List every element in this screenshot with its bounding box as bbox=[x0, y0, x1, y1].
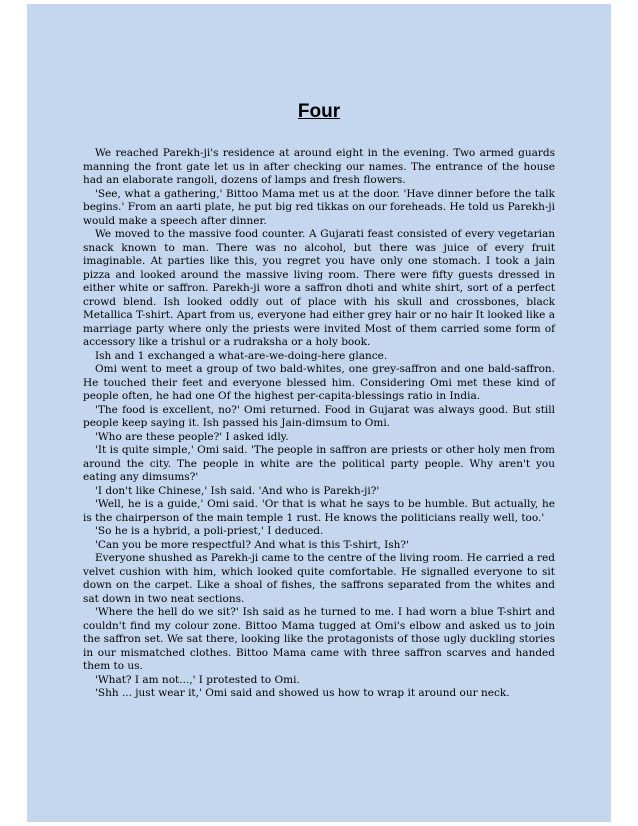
paragraph: 'What? I am not...,' I protested to Omi. bbox=[95, 673, 300, 686]
paragraph: Everyone shushed as Parekh-ji came to the centre of the living room. He carried a red velvet cushion with him, which looked quite comfortable. He signalled everyone to sit down on the carpet. Like a shoal of fishes, the saffrons separated from the whites and sat down in two neat sections. bbox=[83, 552, 555, 605]
paragraph: 'I don't like Chinese,' Ish said. 'And who is Parekh-ji?' bbox=[95, 484, 380, 497]
paragraph: We moved to the massive food counter. A Gujarati feast consisted of every vegetarian snack known to man. There was no alcohol, but there was juice of every fruit imaginable. At parties like this, you regret you have only one stomach. I took a jain pizza and looked around the massive living room. There were fifty guests dressed in either white or saffron. Parekh-ji wore a saffron dhoti and white shirt, sort of a perfect crowd blend. Ish looked oddly out of place with his skull and crossbones, black Metallica T-shirt. Apart from us, everyone had either grey hair or no hair It looked like a marriage party where only the priests were invited Most of them carried some form of accessory like a trishul or a rudraksha or a holy book. bbox=[83, 228, 555, 348]
paragraph: 'Shh ... just wear it,' Omi said and showed us how to wrap it around our neck. bbox=[95, 687, 510, 699]
paragraph: 'Well, he is a guide,' Omi said. 'Or that is what he says to be humble. But actually, he is the chairperson of the main temple 1 rust. He knows the politicians really well, too.' bbox=[83, 498, 555, 524]
chapter-body bbox=[83, 147, 555, 701]
paragraph: 'Where the hell do we sit?' Ish said as he turned to me. I had worn a blue T-shirt and couldn't find my colour zone. Bittoo Mama tugged at Omi's elbow and asked us to join the saffron set. We sat there, looking like the protagonists of those ugly duckling stories in our mismatched clothes. Bittoo Mama came with three saffron scarves and handed them to us. bbox=[83, 606, 555, 672]
paragraph: 'See, what a gathering,' Bittoo Mama met us at the door. 'Have dinner before the talk begins.' From an aarti plate, he put big red tikkas on our foreheads. He told us Parekh-ji would make a speech after dinner. bbox=[83, 187, 555, 227]
paragraph: Ish and 1 exchanged a what-are-we-doing-here glance. bbox=[95, 349, 388, 362]
paragraph: 'So he is a hybrid, a poli-priest,' I deduced. bbox=[95, 525, 324, 537]
paragraph: 'The food is excellent, no?' Omi returned. Food in Gujarat was always good. But still people keep saying it. Ish passed his Jain-dimsum to Omi. bbox=[83, 403, 555, 429]
paragraph: Omi went to meet a group of two bald-whites, one grey-saffron and one bald-saffron. He touched their feet and everyone blessed him. Considering Omi met these kind of people often, he had one Of the highest per-capita-blessings ratio in India. bbox=[83, 363, 555, 402]
paragraph: 'Who are these people?' I asked idly. bbox=[95, 430, 289, 443]
paragraph: 'Can you be more respectful? And what is this T-shirt, Ish?' bbox=[95, 538, 409, 551]
chapter-title: Four bbox=[297, 101, 341, 122]
paragraph: We reached Parekh-ji's residence at around eight in the evening. Two armed guards manning the front gate let us in after checking our names. The entrance of the house had an elaborate rangoli, dozens of lamps and fresh flowers. bbox=[83, 147, 555, 186]
paragraph: 'It is quite simple,' Omi said. 'The people in saffron are priests or other holy men from around the city. The people in white are the political party people. Why aren't you eating any dimsums?' bbox=[83, 444, 555, 483]
book-page bbox=[27, 4, 611, 822]
